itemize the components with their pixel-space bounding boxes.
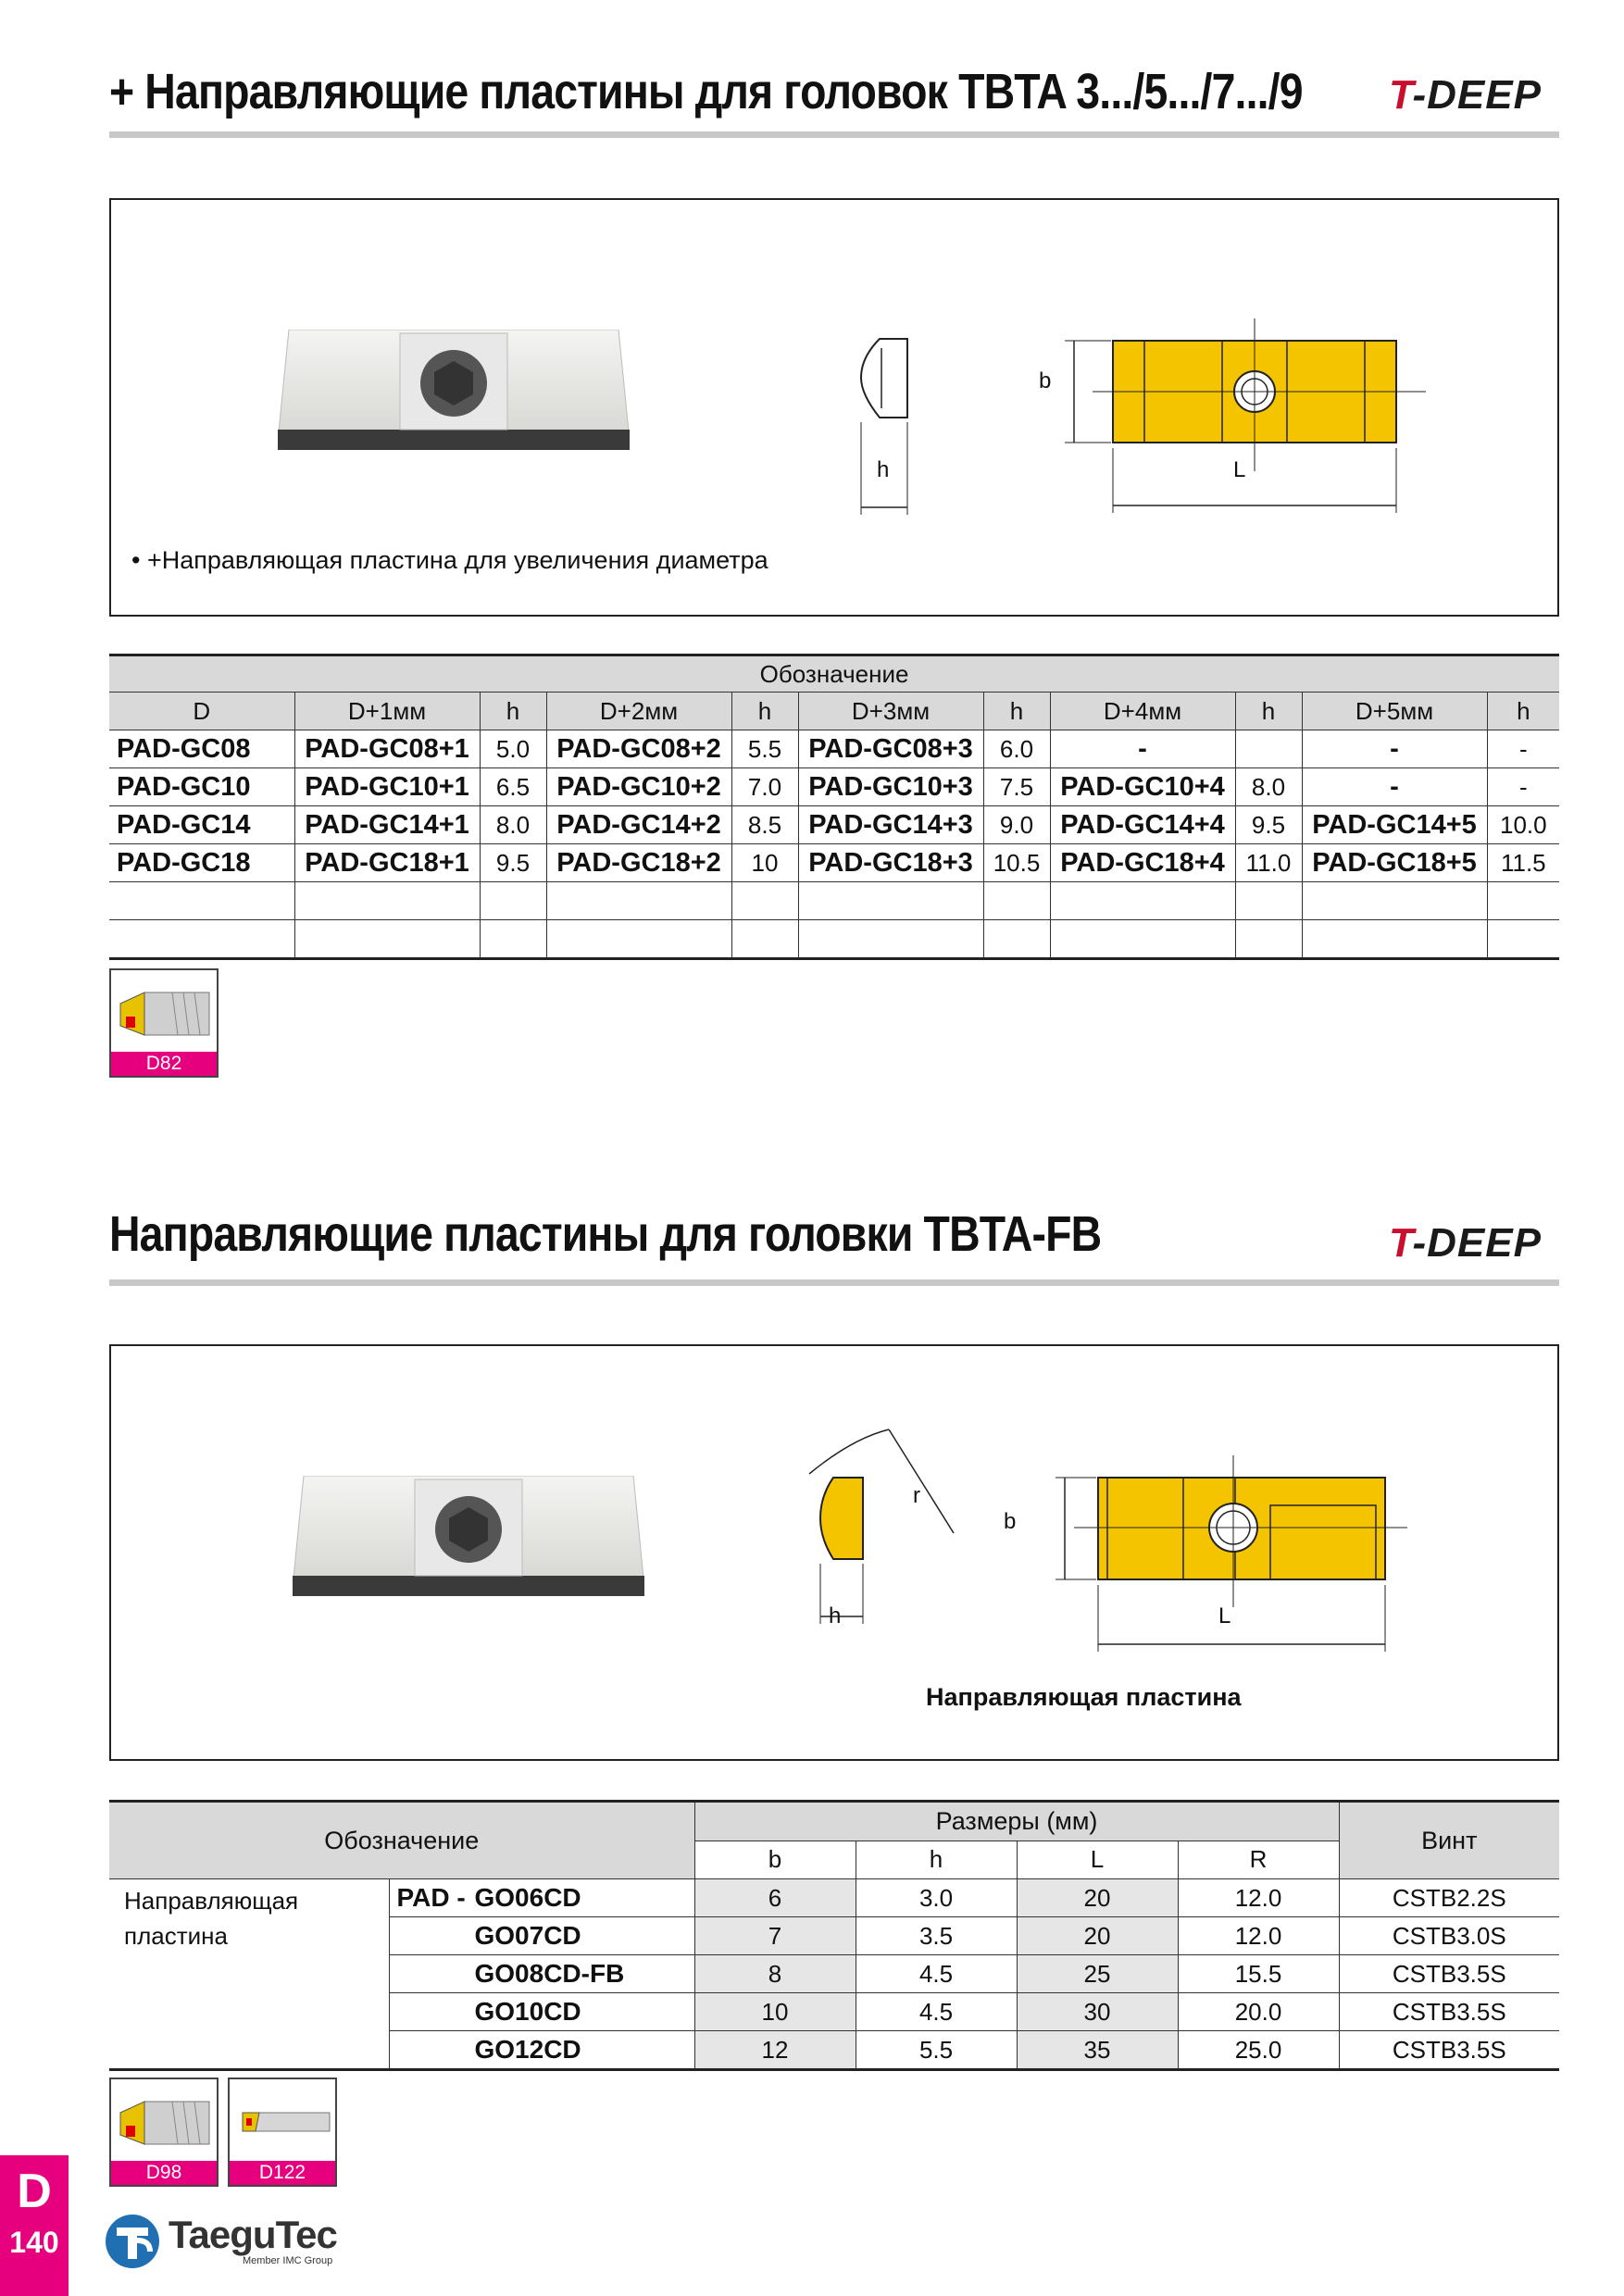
column-header: D+5мм (1302, 693, 1487, 730)
dimension-h-cell: 3.5 (856, 1917, 1017, 1955)
h-value-cell: 8.0 (1235, 768, 1302, 806)
dim-b-label-1: b (1039, 368, 1052, 393)
figure-caption-2: Направляющая пластина (926, 1683, 1242, 1711)
top-view-diagram-2 (1018, 1448, 1537, 1679)
dim-b-label-2: b (1004, 1509, 1017, 1534)
designation-code: GO12CD (474, 2035, 581, 2064)
designation-cell (389, 2031, 694, 2070)
designation-cell: PAD-GC18+4 (1050, 844, 1235, 882)
designation-prefix: PAD - (396, 1883, 466, 1912)
column-header: h (731, 693, 798, 730)
screw-cell: CSTB3.5S (1339, 2031, 1559, 2070)
dimension-R-cell: 12.0 (1178, 1917, 1339, 1955)
section1-table-body (109, 730, 1559, 882)
designation-cell: PAD-GC18+1 (294, 844, 480, 882)
page-number: 140 (9, 2226, 59, 2259)
designation-cell (389, 1917, 694, 1955)
section1-figure-box (109, 198, 1559, 617)
dimension-h-cell: 3.0 (856, 1879, 1017, 1917)
designation-cell (389, 1993, 694, 2031)
table-row (109, 806, 1559, 844)
table-row-empty (109, 882, 1559, 920)
designation-code: GO10CD (474, 1997, 581, 2026)
h-value-cell: 9.0 (983, 806, 1050, 844)
designation-cell: PAD-GC18+5 (1302, 844, 1487, 882)
h-value-cell: 8.0 (480, 806, 546, 844)
section1-rule (109, 131, 1559, 138)
dimension-b-cell: 10 (694, 1993, 856, 2031)
screw-header: Винт (1339, 1802, 1559, 1879)
dimension-h-cell: 5.5 (856, 2031, 1017, 2070)
dim-h-label-1: h (877, 457, 890, 482)
designation-cell: PAD-GC14+4 (1050, 806, 1235, 844)
designation-cell: - (1302, 730, 1487, 768)
designation-cell: PAD-GC10+1 (294, 768, 480, 806)
h-value-cell: 6.0 (983, 730, 1050, 768)
top-view-diagram-1 (1037, 309, 1518, 531)
column-header: h (983, 693, 1050, 730)
ref-thumbnail-d98[interactable] (109, 2078, 219, 2187)
h-value-cell: 7.0 (731, 768, 798, 806)
figure-note-1: • +Направляющая пластина для увеличения диаметра (131, 546, 768, 574)
designation-header-2: Обозначение (109, 1802, 694, 1879)
h-value-cell: - (1487, 768, 1559, 806)
designation-cell: PAD-GC14 (109, 806, 294, 844)
designation-cell: PAD-GC08+1 (294, 730, 480, 768)
column-header: h (1235, 693, 1302, 730)
dim-h-label-2: h (829, 1603, 842, 1628)
dimension-L-cell: 30 (1017, 1993, 1178, 2031)
brand-name: TaeguTec (169, 2213, 337, 2256)
designation-cell: PAD-GC10 (109, 768, 294, 806)
section2-table (109, 1800, 1559, 2071)
designation-cell: - (1302, 768, 1487, 806)
designation-cell: PAD-GC14+3 (798, 806, 983, 844)
boring-bar-icon (235, 2085, 331, 2159)
ref-thumbnail-d122[interactable] (228, 2078, 337, 2187)
tool-head-icon (117, 976, 213, 1050)
h-value-cell: 11.0 (1235, 844, 1302, 882)
ref-thumbnail-d82[interactable] (109, 968, 219, 1078)
column-header: D+4мм (1050, 693, 1235, 730)
h-value-cell: 9.5 (480, 844, 546, 882)
section1-title: + Направляющие пластины для головок TBTA 3.../5.../7.../9 (109, 64, 1303, 119)
type-label (109, 1879, 389, 2070)
table-row (109, 768, 1559, 806)
column-header: D+3мм (798, 693, 983, 730)
designation-cell: PAD-GC10+3 (798, 768, 983, 806)
column-header: D+2мм (546, 693, 731, 730)
dimension-R-cell: 12.0 (1178, 1879, 1339, 1917)
dimension-R-cell: 15.5 (1178, 1955, 1339, 1993)
designation-code: GO06CD (474, 1883, 581, 1912)
h-value-cell: - (1487, 730, 1559, 768)
designation-cell: PAD-GC18+2 (546, 844, 731, 882)
designation-cell: PAD-GC14+1 (294, 806, 480, 844)
designation-cell: PAD-GC14+5 (1302, 806, 1487, 844)
type-label-line2: пластина (124, 1922, 228, 1950)
designation-cell (389, 1955, 694, 1993)
dim-L-label-2: L (1218, 1603, 1231, 1628)
designation-cell: PAD-GC18+3 (798, 844, 983, 882)
dim-r-label-2: r (913, 1483, 920, 1508)
side-view-diagram-2 (796, 1420, 1056, 1633)
dimension-R-cell: 25.0 (1178, 2031, 1339, 2070)
dim-L-label-1: L (1233, 457, 1246, 482)
dimension-h-cell: 4.5 (856, 1955, 1017, 1993)
t-deep-logo-2 (1389, 1220, 1542, 1267)
section-letter: D (17, 2165, 52, 2218)
table-row-empty (109, 920, 1559, 959)
h-value-cell: 9.5 (1235, 806, 1302, 844)
h-value-cell: 5.0 (480, 730, 546, 768)
h-value-cell: 10.0 (1487, 806, 1559, 844)
column-header: D (109, 693, 294, 730)
t-deep-logo-t: T (1389, 1220, 1413, 1266)
designation-header-1: Обозначение (109, 655, 1559, 693)
insert-3d-image-1 (278, 330, 630, 455)
table-row (109, 730, 1559, 768)
dimension-b-cell: 8 (694, 1955, 856, 1993)
screw-cell: CSTB3.0S (1339, 1917, 1559, 1955)
h-value-cell: 11.5 (1487, 844, 1559, 882)
dimension-subheader: b (694, 1841, 856, 1879)
t-deep-logo-1 (1389, 72, 1542, 119)
dimension-L-cell: 20 (1017, 1879, 1178, 1917)
dimension-subheader: h (856, 1841, 1017, 1879)
dimension-h-cell: 4.5 (856, 1993, 1017, 2031)
h-value-cell: 8.5 (731, 806, 798, 844)
screw-cell: CSTB3.5S (1339, 1993, 1559, 2031)
dimension-b-cell: 7 (694, 1917, 856, 1955)
dimension-subheader: L (1017, 1841, 1178, 1879)
section1-table (109, 654, 1559, 960)
dimension-L-cell: 25 (1017, 1955, 1178, 1993)
designation-code: GO07CD (474, 1921, 581, 1950)
designation-cell (389, 1879, 694, 1917)
designation-cell: PAD-GC14+2 (546, 806, 731, 844)
taegutec-logo (104, 2209, 381, 2274)
dimensions-header: Размеры (мм) (694, 1802, 1339, 1841)
t-deep-logo-rest: -DEEP (1412, 72, 1542, 118)
section2-title: Направляющие пластины для головки TBTA-FB (109, 1206, 1102, 1262)
column-header: h (480, 693, 546, 730)
screw-cell: CSTB2.2S (1339, 1879, 1559, 1917)
side-view-diagram-1 (852, 330, 935, 524)
h-value-cell: 7.5 (983, 768, 1050, 806)
tool-head-icon (117, 2085, 213, 2159)
designation-cell: PAD-GC08+2 (546, 730, 731, 768)
table-row (109, 844, 1559, 882)
insert-3d-image-2 (293, 1476, 644, 1601)
designation-code: GO08CD-FB (474, 1959, 625, 1988)
dimension-L-cell: 20 (1017, 1917, 1178, 1955)
designation-cell: PAD-GC10+4 (1050, 768, 1235, 806)
t-deep-logo-rest: -DEEP (1412, 1220, 1542, 1266)
section2-table-body (109, 1879, 1559, 2070)
taegutec-logo-icon (104, 2213, 161, 2270)
designation-cell: PAD-GC08+3 (798, 730, 983, 768)
designation-cell: PAD-GC18 (109, 844, 294, 882)
dimension-b-cell: 6 (694, 1879, 856, 1917)
designation-cell: - (1050, 730, 1235, 768)
h-value-cell: 10 (731, 844, 798, 882)
h-value-cell (1235, 730, 1302, 768)
dimension-L-cell: 35 (1017, 2031, 1178, 2070)
designation-cell: PAD-GC08 (109, 730, 294, 768)
ref-label-d98: D98 (111, 2161, 217, 2185)
t-deep-logo-t: T (1389, 72, 1413, 118)
section2-rule (109, 1279, 1559, 1286)
h-value-cell: 5.5 (731, 730, 798, 768)
dimension-b-cell: 12 (694, 2031, 856, 2070)
screw-cell: CSTB3.5S (1339, 1955, 1559, 1993)
ref-label-d122: D122 (230, 2161, 335, 2185)
dimension-R-cell: 20.0 (1178, 1993, 1339, 2031)
dimension-subheader: R (1178, 1841, 1339, 1879)
h-value-cell: 6.5 (480, 768, 546, 806)
section1-column-headers (109, 693, 1559, 730)
section2-figure-box (109, 1344, 1559, 1761)
type-label-line1: Направляющая (124, 1887, 299, 1915)
section-tab (0, 2155, 69, 2296)
column-header: D+1мм (294, 693, 480, 730)
designation-cell: PAD-GC10+2 (546, 768, 731, 806)
ref-label-d82: D82 (111, 1052, 217, 1076)
column-header: h (1487, 693, 1559, 730)
brand-subtitle: Member IMC Group (243, 2255, 333, 2266)
table-row (109, 1879, 1559, 1917)
h-value-cell: 10.5 (983, 844, 1050, 882)
